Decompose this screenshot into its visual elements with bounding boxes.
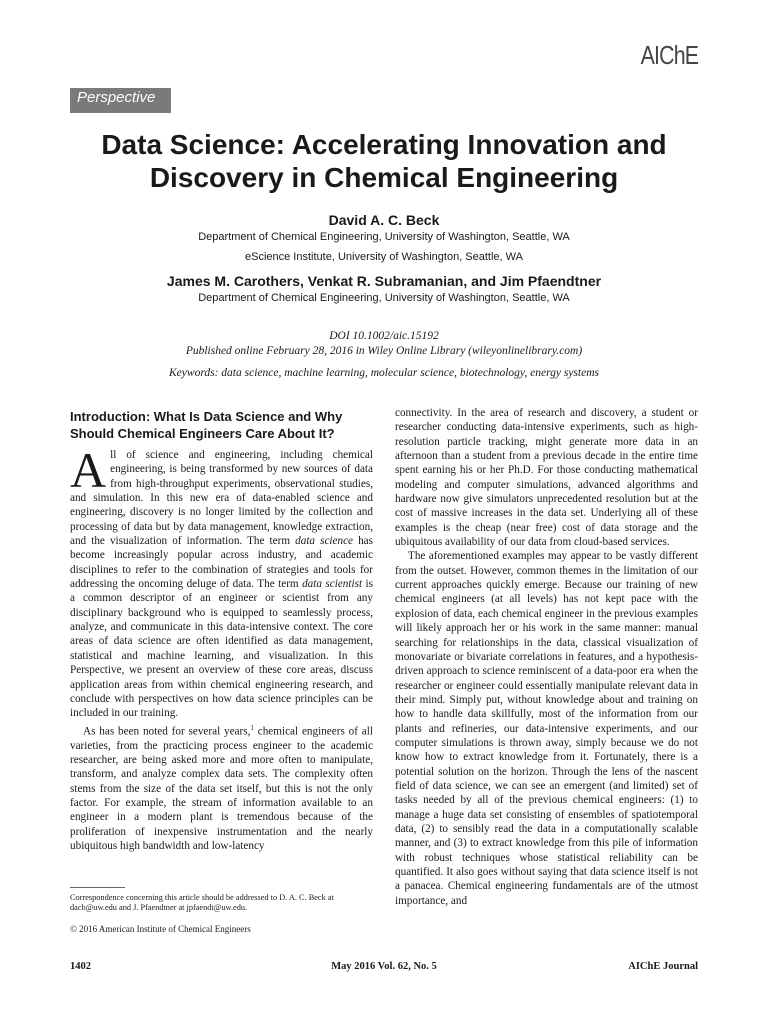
copyright: © 2016 American Institute of Chemical Engineers bbox=[70, 924, 251, 934]
article-title: Data Science: Accelerating Innovation and Discovery in Chemical Engineering bbox=[101, 129, 667, 193]
doi: DOI 10.1002/aic.15192 bbox=[329, 330, 439, 342]
first-author-affiliation-1: Department of Chemical Engineering, University of Washington, Seattle, WA bbox=[198, 231, 570, 243]
paragraph: The aforementioned examples may appear to be vastly different from the outset. However, common themes in the limitation of our current approaches quickly emerge. Because our training of new chemical engineers (at all levels) has not kept pace with the explosion of data, each chemical engineer in the previous examples will likely approach her or his work in the same manner: manual searching for relationships in the data, classical visualization of monovariate or bivariate correlations in features, and a hypothesis-driven approach to science reminiscent of a data-poor era when the researcher or engineer could essentially manipulate relevant data in their mind. Simply put, without knowledge about and training on how to handle data skillfully, most of the information from our plants and refineries, our data-intensive experiments, and our computer simulations is thrown away, simply because we do not know how to extract knowledge from it. Fortunately, there is a potential solution on the horizon. Through the lens of the nascent field of data science, we can see an emergent (and limited) set of tasks needed by all of the previous chemical engineers: (1) to manage a huge data set consisting of ensembles of spatiotemporal data, (2) to sensibly read the data in a computationally scalable manner, and (3) to extract knowledge from this pile of information with robust techniques whose statistical reliability can be quantified. It also goes without saying that data science itself is not a panacea. Chemical engineering fundamentals are of the utmost importance, and bbox=[395, 550, 698, 907]
footnote-divider bbox=[70, 887, 125, 888]
footnote-ref[interactable]: 1 bbox=[250, 723, 254, 732]
page-number: 1402 bbox=[70, 961, 91, 972]
journal-name: AIChE Journal bbox=[628, 961, 698, 972]
issue-info: May 2016 Vol. 62, No. 5 bbox=[331, 961, 437, 972]
co-authors: James M. Carothers, Venkat R. Subramanian, and Jim Pfaendtner bbox=[166, 273, 602, 289]
publication-info: Published online February 28, 2016 in Wiley Online Library (wileyonlinelibrary.com) bbox=[185, 345, 583, 357]
first-author-affiliation-2: eScience Institute, University of Washington, Seattle, WA bbox=[245, 251, 523, 263]
section-heading: Introduction: What Is Data Science and Why Should Chemical Engineers Care About It? bbox=[70, 409, 343, 441]
left-column bbox=[70, 442, 373, 853]
right-column bbox=[395, 406, 698, 908]
paragraph: As has been noted for several years,$^1$ chemical engineers of all varieties, from the practicing process engineer to the academic researcher, are being asked more and more often to manipulate, transform, and analyze complex data sets. The complexity often stems from the size of the data set itself, but this is not the only factor. For example, the stream of information available to an engineer in a modern plant is tremendous because of the proliferation of inexpensive instrumentation and the nearly ubiquitous high bandwidth and low-latency bbox=[70, 723, 373, 853]
keywords: Keywords: data science, machine learning, molecular science, biotechnology, energy systems bbox=[169, 367, 599, 379]
drop-cap: A bbox=[70, 442, 107, 498]
paragraph: All of science and engineering, including chemical engineering, is being transformed by new sources of data from high-throughput experiments, observational studies, and simulation. In this new era of data-enabled science and engineering, discovery is no longer limited by the collection and processing of data but by data management, knowledge extraction, and the visualization of information. The term data science has become increasingly popular across industry, and academic disciplines to refer to the combination of strategies and tools for addressing the oncoming deluge of data. The term data scientist is a common descriptor of an engineer or scientist from any disciplinary background who is equipped to seamlessly process, analyze, and communicate in this data-intensive context. The core areas of data science are often identified as data management, statistical and machine learning, and visualization. In this Perspective, we present an overview of these core areas, discuss application areas from within chemical engineering research, and conclude with perspectives on how data science principles can be included in our training. bbox=[70, 442, 373, 720]
journal-logo: AIChE bbox=[640, 40, 698, 70]
section-tag: Perspective bbox=[70, 88, 171, 113]
paragraph: connectivity. In the area of research and discovery, a student or researcher conducting data-intensive experiments, such as high-resolution particle tracking, might generate more data in an afternoon than a student from a previous decade in the entire time spent earning his or her Ph.D. For those conducting mathematical modeling and computer simulations, advanced algorithms and hardware now give simulators unprecedented resolution but at the cost of massive increases in the data set. Underlying all of these examples is the cheap (near free) cost of data storage and the ubiquitous availability of our data from cloud-based services. bbox=[395, 407, 698, 549]
correspondence-footnote: Correspondence concerning this article should be addressed to D. A. C. Beck at dacb@uw.edu and J. Pfaendtner at jpfaendt@uw.edu. bbox=[70, 893, 334, 912]
co-authors-affiliation: Department of Chemical Engineering, University of Washington, Seattle, WA bbox=[198, 292, 570, 304]
first-author: David A. C. Beck bbox=[328, 212, 440, 228]
